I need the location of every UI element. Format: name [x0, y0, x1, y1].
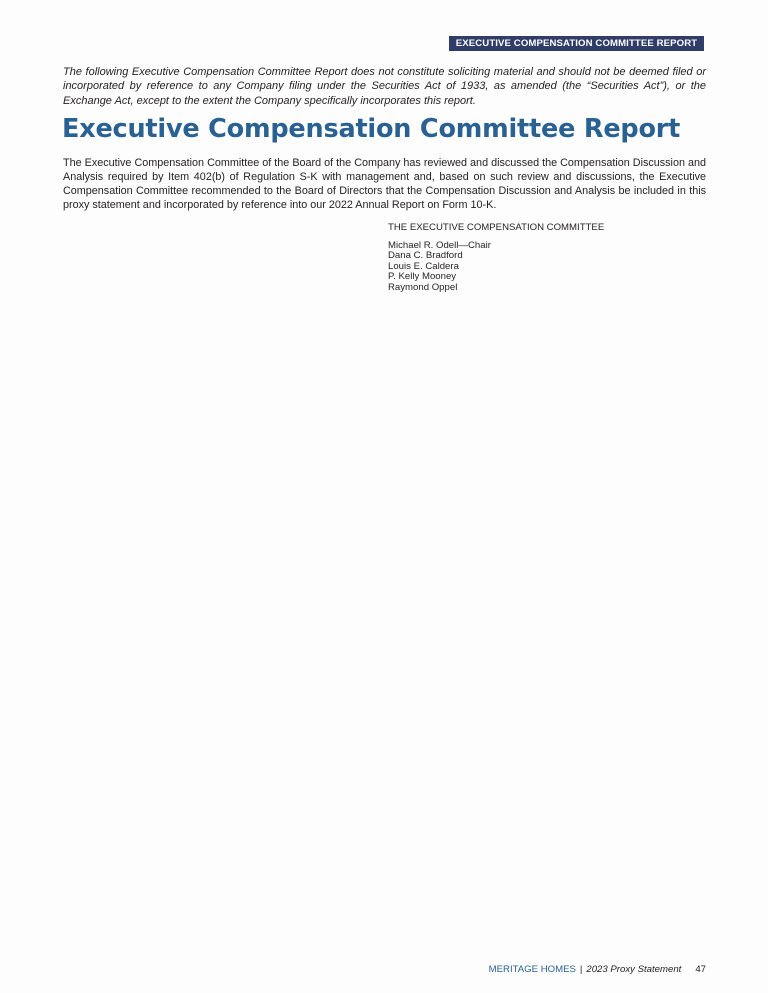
- member-list: [388, 241, 706, 294]
- page-footer: [489, 964, 706, 976]
- report-body-paragraph: The Executive Compensation Committee of the Board of the Company has reviewed and discussed the Compensation Discussion and Analysis required by Item 402(b) of Regulation S-K with management and, based on such review and discussions, the Executive Compensation Committee recommended to the Board of Directors that the Compensation Discussion and Analysis be included in this proxy statement and incorporated by reference into our 2022 Annual Report on Form 10-K.: [63, 157, 706, 212]
- committee-member: Michael R. Odell—Chair: [388, 239, 491, 251]
- footer-document-title: 2023 Proxy Statement: [586, 964, 682, 975]
- committee-name: THE EXECUTIVE COMPENSATION COMMITTEE: [388, 222, 605, 233]
- committee-member: P. Kelly Mooney: [388, 271, 457, 283]
- signature-block: [388, 223, 706, 294]
- committee-member: Louis E. Caldera: [388, 260, 459, 272]
- footer-company: MERITAGE HOMES: [488, 964, 576, 975]
- section-header-tab: EXECUTIVE COMPENSATION COMMITTEE REPORT: [449, 36, 704, 51]
- page-title: Executive Compensation Committee Report: [62, 114, 681, 144]
- committee-member: Raymond Oppel: [388, 281, 458, 293]
- page-number: 47: [695, 964, 706, 975]
- footer-separator: |: [579, 964, 583, 975]
- disclaimer-paragraph: The following Executive Compensation Committee Report does not constitute soliciting material and should not be deemed filed or incorporated by reference to any Company filing under the Securities Act of 1933, as amended (the “Securities Act”), or the Exchange Act, except to the extent the Company specifically incorporates this report.: [63, 66, 706, 107]
- committee-member: Dana C. Bradford: [388, 250, 463, 262]
